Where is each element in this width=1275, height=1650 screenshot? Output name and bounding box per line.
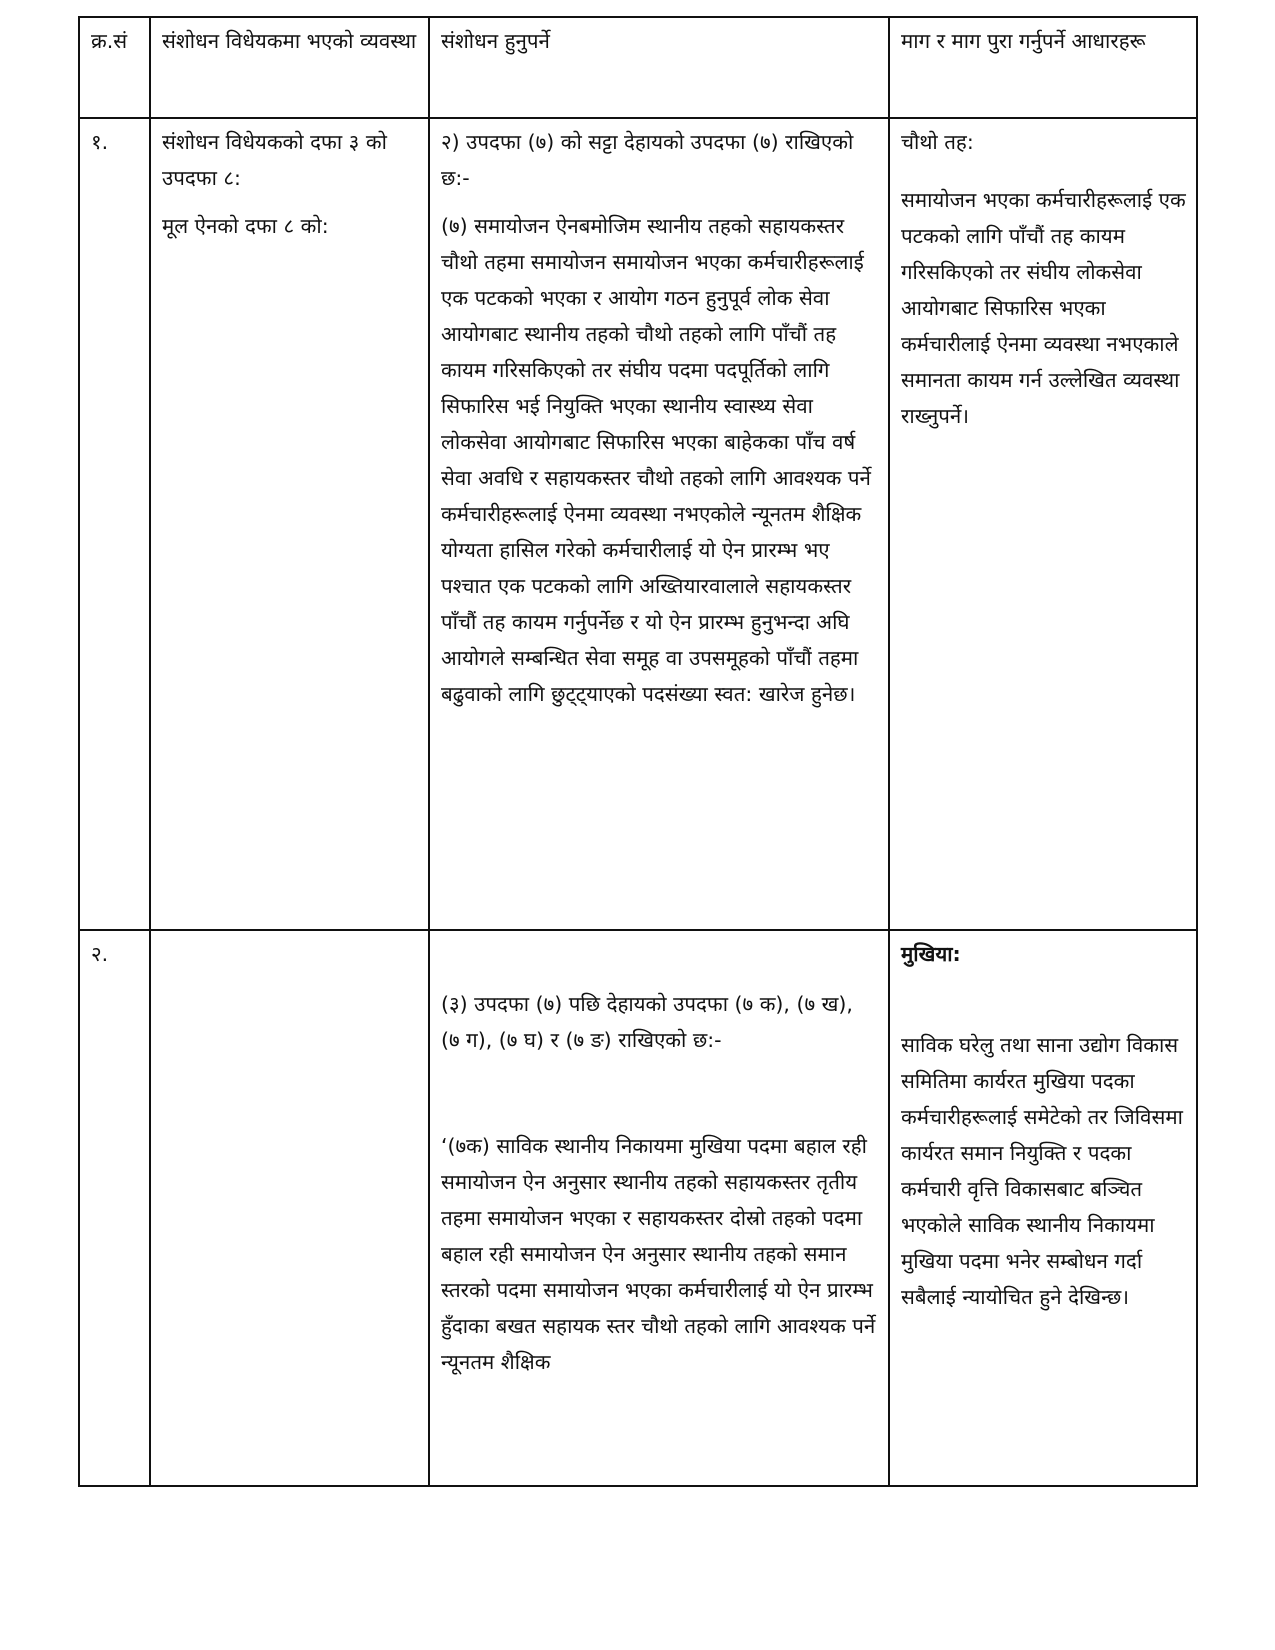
row-serial-number: १. <box>79 118 150 930</box>
amendment-cell <box>429 118 889 930</box>
header-bill-provision: संशोधन विधेयकमा भएको व्यवस्था <box>150 17 429 118</box>
table-header-row <box>79 17 1197 118</box>
basis-text: समायोजन भएका कर्मचारीहरूलाई एक पटकको लागि पाँचौं तह कायम गरिसकिएको तर संघीय लोकसेवा आयोगबाट सिफारिस भएका कर्मचारीलाई ऐनमा व्यवस्था नभएकाले समानता कायम गर्न उल्लेखित व्यवस्था राख्नुपर्ने। <box>901 188 1186 428</box>
header-sn: क्र.सं <box>79 17 150 118</box>
amendment-text: (७) समायोजन ऐनबमोजिम स्थानीय तहको सहायकस्तर चौथो तहमा समायोजन समायोजन भएका कर्मचारीहरूलाई एक पटकको भएका र आयोग गठन हुनुपूर्व लोक सेवा आयोगबाट स्थानीय तहको चौथो तहको लागि पाँचौं तह कायम गरिसकिएको तर संघीय पदमा पदपूर्तिको लागि सिफारिस भई नियुक्ति भएका स्थानीय स्वास्थ्य सेवा लोकसेवा आयोगबाट सिफारिस भएका बाहेकका पाँच वर्ष सेवा अवधि र सहायकस्तर चौथो तहको लागि आवश्यक पर्ने कर्मचारीहरूलाई ऐनमा व्यवस्था नभएकोले न्यूनतम शैक्षिक योग्यता हासिल गरेको कर्मचारीलाई यो ऐन प्रारम्भ भए पश्चात एक पटकको लागि अख्तियारवालाले सहायकस्तर पाँचौं तह कायम गर्नुपर्नेछ र यो ऐन प्रारम्भ हुनुभन्दा अघि आयोगले सम्बन्धित सेवा समूह वा उपसमूहको पाँचौं तहमा बढुवाको लागि छुट्ट्याएको पदसंख्या स्वत: खारेज हुनेछ। <box>441 214 871 706</box>
amendment-text: ‘(७क) साविक स्थानीय निकायमा मुखिया पदमा बहाल रही समायोजन ऐन अनुसार स्थानीय तहको सहायकस्तर तृतीय तहमा समायोजन भएका र सहायकस्तर दोस्रो तहको पदमा बहाल रही समायोजन ऐन अनुसार स्थानीय तहको समान स्तरको पदमा समायोजन भएका कर्मचारीलाई यो ऐन प्रारम्भ हुँदाका बखत सहायक स्तर चौथो तहको लागि आवश्यक पर्ने न्यूनतम शैक्षिक <box>441 1134 876 1374</box>
basis-cell <box>889 118 1197 930</box>
row-serial-number: २. <box>79 930 150 1486</box>
amendment-table <box>78 16 1198 1487</box>
bill-provision-cell <box>150 118 429 930</box>
bill-provision-text: संशोधन विधेयकको दफा ३ को उपदफा ८: <box>162 130 387 190</box>
basis-heading: चौथो तह: <box>901 130 974 154</box>
basis-text: साविक घरेलु तथा साना उद्योग विकास समितिमा कार्यरत मुखिया पदका कर्मचारीहरूलाई समेटेको तर जिविसमा कार्यरत समान नियुक्ति र पदका कर्मचारी वृत्ति विकासबाट बञ्चित भएकोले साविक स्थानीय निकायमा मुखिया पदमा भनेर सम्बोधन गर्दा सबैलाई न्यायोचित हुने देखिन्छ। <box>901 1033 1183 1309</box>
basis-cell <box>889 930 1197 1486</box>
table-row <box>79 118 1197 930</box>
bill-provision-cell <box>150 930 429 1486</box>
header-amendment: संशोधन हुनुपर्ने <box>429 17 889 118</box>
header-demand-basis: माग र माग पुरा गर्नुपर्ने आधारहरू <box>889 17 1197 118</box>
amendment-text: (३) उपदफा (७) पछि देहायको उपदफा (७ क), (७ ख), (७ ग), (७ घ) र (७ ङ) राखिएको छ:- <box>441 992 853 1052</box>
basis-heading: मुखिया: <box>901 942 961 966</box>
amendment-text: २) उपदफा (७) को सट्टा देहायको उपदफा (७) राखिएको छ:- <box>441 130 854 190</box>
amendment-cell <box>429 930 889 1486</box>
table-row <box>79 930 1197 1486</box>
bill-provision-text: मूल ऐनको दफा ८ को: <box>162 214 329 238</box>
